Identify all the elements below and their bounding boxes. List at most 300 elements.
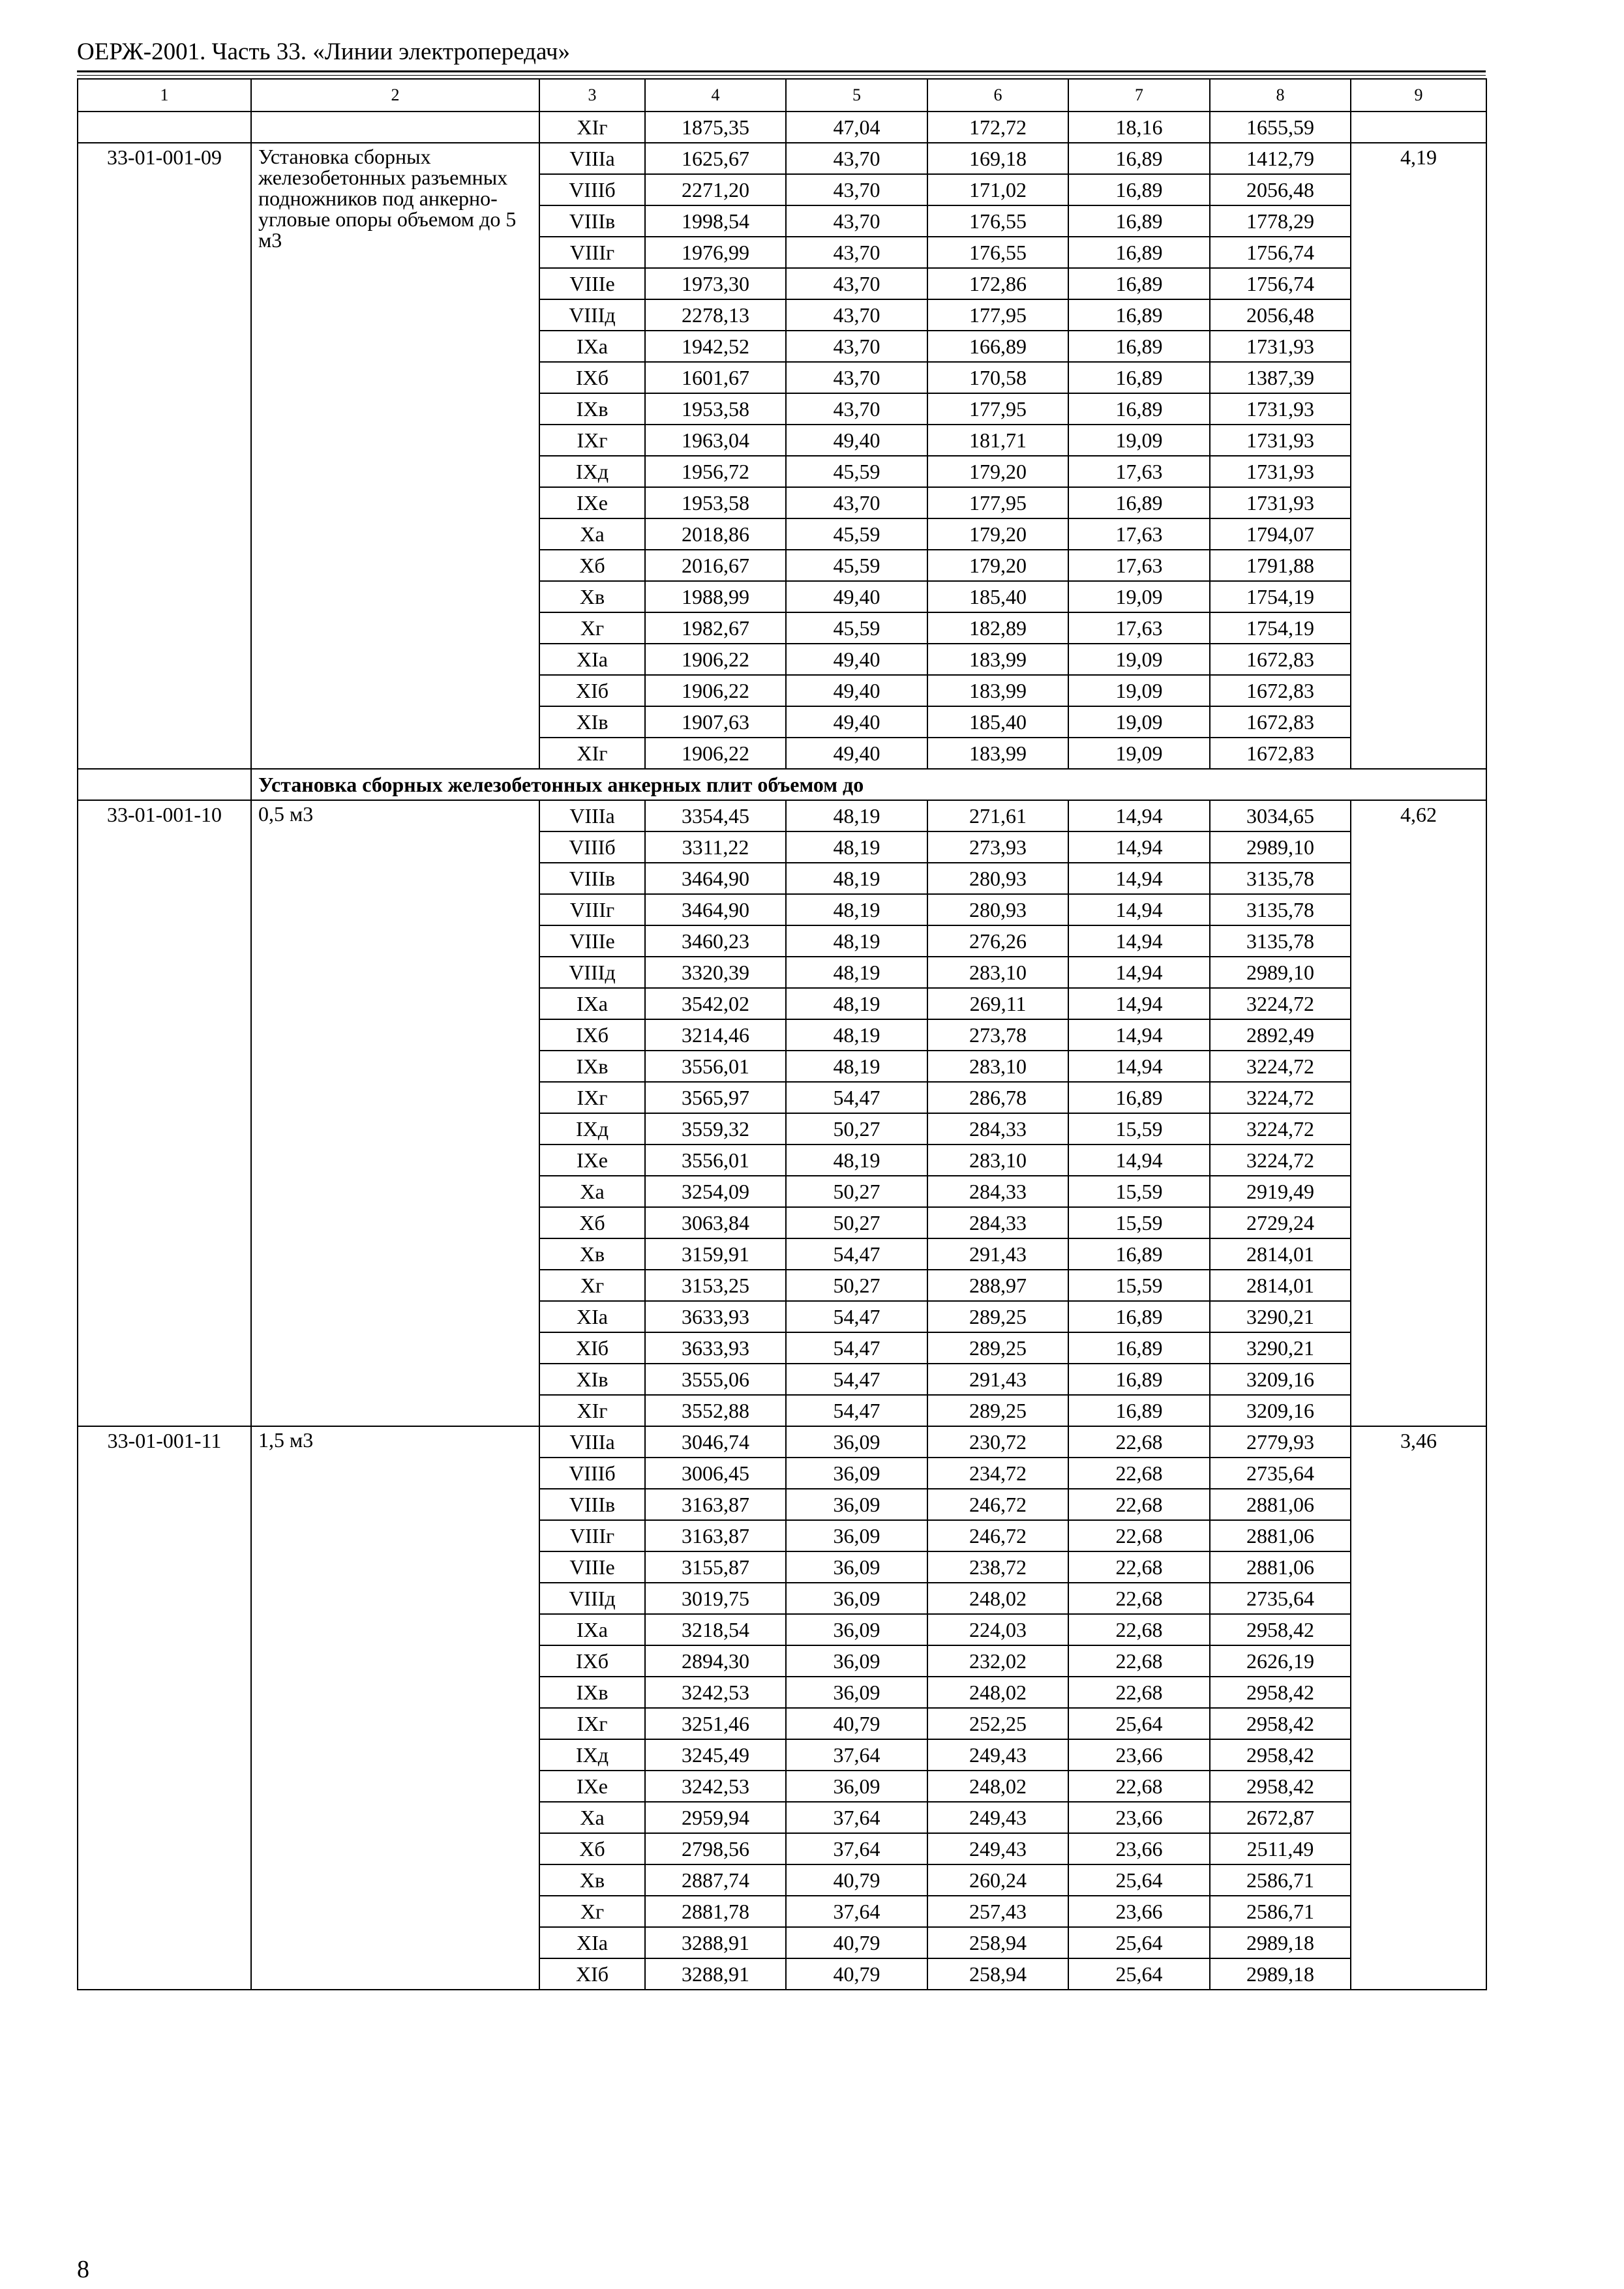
machines-cell: 246,72	[927, 1489, 1068, 1520]
operator-wages-cell: 17,63	[1068, 612, 1210, 644]
materials-cell: 2779,93	[1210, 1426, 1351, 1458]
operator-wages-cell: 17,63	[1068, 550, 1210, 581]
wages-cell: 37,64	[786, 1802, 927, 1833]
direct-cost-cell: 1906,22	[645, 738, 786, 769]
zone-cell: IXa	[539, 1614, 645, 1645]
column-number-7: 7	[1068, 79, 1210, 112]
operator-wages-cell: 25,64	[1068, 1864, 1210, 1896]
machines-cell: 224,03	[927, 1614, 1068, 1645]
materials-cell: 2989,18	[1210, 1958, 1351, 1990]
machines-cell: 260,24	[927, 1864, 1068, 1896]
wages-cell: 37,64	[786, 1739, 927, 1771]
operator-wages-cell: 14,94	[1068, 894, 1210, 925]
machines-cell: 258,94	[927, 1927, 1068, 1958]
materials-cell: 3224,72	[1210, 1051, 1351, 1082]
direct-cost-cell: 3159,91	[645, 1238, 786, 1270]
direct-cost-cell: 3556,01	[645, 1051, 786, 1082]
wages-cell: 36,09	[786, 1771, 927, 1802]
operator-wages-cell: 16,89	[1068, 1332, 1210, 1364]
operator-wages-cell: 22,68	[1068, 1677, 1210, 1708]
direct-cost-cell: 1953,58	[645, 393, 786, 425]
machines-cell: 183,99	[927, 738, 1068, 769]
column-number-4: 4	[645, 79, 786, 112]
operator-wages-cell: 14,94	[1068, 800, 1210, 831]
materials-cell: 2958,42	[1210, 1771, 1351, 1802]
page-number: 8	[77, 2256, 89, 2283]
materials-cell: 3135,78	[1210, 863, 1351, 894]
operator-wages-cell: 23,66	[1068, 1802, 1210, 1833]
operator-wages-cell: 16,89	[1068, 362, 1210, 393]
operator-wages-cell: 14,94	[1068, 863, 1210, 894]
direct-cost-cell: 3218,54	[645, 1614, 786, 1645]
machines-cell: 249,43	[927, 1833, 1068, 1864]
zone-cell: IXб	[539, 1019, 645, 1051]
zone-cell: IXв	[539, 393, 645, 425]
materials-cell: 2735,64	[1210, 1458, 1351, 1489]
wages-cell: 36,09	[786, 1520, 927, 1551]
materials-cell: 3224,72	[1210, 988, 1351, 1019]
materials-cell: 2735,64	[1210, 1583, 1351, 1614]
zone-cell: VIIIб	[539, 831, 645, 863]
direct-cost-cell: 3565,97	[645, 1082, 786, 1113]
materials-cell: 1412,79	[1210, 143, 1351, 174]
direct-cost-cell: 1875,35	[645, 112, 786, 143]
direct-cost-cell: 3214,46	[645, 1019, 786, 1051]
wages-cell: 48,19	[786, 894, 927, 925]
wages-cell: 43,70	[786, 174, 927, 205]
materials-cell: 2881,06	[1210, 1551, 1351, 1583]
materials-cell: 2056,48	[1210, 174, 1351, 205]
materials-cell: 1791,88	[1210, 550, 1351, 581]
wages-cell: 54,47	[786, 1364, 927, 1395]
materials-cell: 2729,24	[1210, 1207, 1351, 1238]
wages-cell: 36,09	[786, 1458, 927, 1489]
operator-wages-cell: 16,89	[1068, 1082, 1210, 1113]
direct-cost-cell: 3633,93	[645, 1332, 786, 1364]
operator-wages-cell: 16,89	[1068, 1364, 1210, 1395]
operator-wages-cell: 16,89	[1068, 143, 1210, 174]
direct-cost-cell: 3464,90	[645, 863, 786, 894]
materials-cell: 1672,83	[1210, 706, 1351, 738]
machines-cell: 238,72	[927, 1551, 1068, 1583]
operator-wages-cell: 15,59	[1068, 1207, 1210, 1238]
direct-cost-cell: 1998,54	[645, 205, 786, 237]
wages-cell: 50,27	[786, 1270, 927, 1301]
machines-cell: 177,95	[927, 487, 1068, 518]
materials-cell: 3135,78	[1210, 894, 1351, 925]
machines-cell: 289,25	[927, 1332, 1068, 1364]
item-description: Установка сборных железобетонных разъемных подножников под анкерно-угловые опоры объемом до 5 м3	[251, 143, 539, 769]
zone-cell: VIIIa	[539, 143, 645, 174]
wages-cell: 54,47	[786, 1238, 927, 1270]
wages-cell: 40,79	[786, 1864, 927, 1896]
materials-cell: 2814,01	[1210, 1270, 1351, 1301]
machines-cell: 252,25	[927, 1708, 1068, 1739]
machines-cell: 172,86	[927, 268, 1068, 299]
column-number-6: 6	[927, 79, 1068, 112]
operator-wages-cell: 18,16	[1068, 112, 1210, 143]
zone-cell: IXд	[539, 1739, 645, 1771]
wages-cell: 50,27	[786, 1113, 927, 1144]
wages-cell: 43,70	[786, 205, 927, 237]
wages-cell: 43,70	[786, 487, 927, 518]
operator-wages-cell: 16,89	[1068, 487, 1210, 518]
zone-cell: VIIIв	[539, 205, 645, 237]
machines-cell: 177,95	[927, 299, 1068, 331]
machines-cell: 276,26	[927, 925, 1068, 957]
header-rule-thin	[77, 75, 1486, 76]
materials-cell: 2814,01	[1210, 1238, 1351, 1270]
direct-cost-cell: 1976,99	[645, 237, 786, 268]
zone-cell: VIIIе	[539, 1551, 645, 1583]
direct-cost-cell: 1942,52	[645, 331, 786, 362]
machines-cell: 232,02	[927, 1645, 1068, 1677]
materials-cell: 2958,42	[1210, 1677, 1351, 1708]
materials-cell: 1731,93	[1210, 487, 1351, 518]
wages-cell: 43,70	[786, 331, 927, 362]
machines-cell: 248,02	[927, 1771, 1068, 1802]
direct-cost-cell: 3019,75	[645, 1583, 786, 1614]
machines-cell: 286,78	[927, 1082, 1068, 1113]
machines-cell: 284,33	[927, 1176, 1068, 1207]
table-row	[78, 143, 1486, 174]
item-coefficient: 4,62	[1351, 800, 1486, 1426]
zone-cell: IXе	[539, 487, 645, 518]
rates-table	[77, 78, 1487, 1990]
zone-cell: Xг	[539, 1270, 645, 1301]
wages-cell: 37,64	[786, 1896, 927, 1927]
materials-cell: 2989,10	[1210, 957, 1351, 988]
zone-cell: Xб	[539, 1833, 645, 1864]
operator-wages-cell: 22,68	[1068, 1426, 1210, 1458]
operator-wages-cell: 17,63	[1068, 518, 1210, 550]
machines-cell: 248,02	[927, 1583, 1068, 1614]
materials-cell: 1731,93	[1210, 456, 1351, 487]
operator-wages-cell: 23,66	[1068, 1739, 1210, 1771]
operator-wages-cell: 22,68	[1068, 1489, 1210, 1520]
direct-cost-cell: 2271,20	[645, 174, 786, 205]
materials-cell: 3209,16	[1210, 1364, 1351, 1395]
operator-wages-cell: 22,68	[1068, 1771, 1210, 1802]
machines-cell: 171,02	[927, 174, 1068, 205]
zone-cell: XIб	[539, 1332, 645, 1364]
zone-cell: IXд	[539, 1113, 645, 1144]
wages-cell: 48,19	[786, 988, 927, 1019]
column-number-9: 9	[1351, 79, 1486, 112]
machines-cell: 179,20	[927, 518, 1068, 550]
materials-cell: 2056,48	[1210, 299, 1351, 331]
operator-wages-cell: 14,94	[1068, 1019, 1210, 1051]
operator-wages-cell: 17,63	[1068, 456, 1210, 487]
zone-cell: XIб	[539, 1958, 645, 1990]
wages-cell: 48,19	[786, 925, 927, 957]
machines-cell: 183,99	[927, 675, 1068, 706]
column-number-3: 3	[539, 79, 645, 112]
direct-cost-cell: 3311,22	[645, 831, 786, 863]
direct-cost-cell: 3155,87	[645, 1551, 786, 1583]
machines-cell: 291,43	[927, 1364, 1068, 1395]
materials-cell: 2626,19	[1210, 1645, 1351, 1677]
wages-cell: 49,40	[786, 706, 927, 738]
wages-cell: 48,19	[786, 957, 927, 988]
wages-cell: 43,70	[786, 143, 927, 174]
direct-cost-cell: 2887,74	[645, 1864, 786, 1896]
wages-cell: 48,19	[786, 1144, 927, 1176]
operator-wages-cell: 16,89	[1068, 237, 1210, 268]
direct-cost-cell: 2959,94	[645, 1802, 786, 1833]
operator-wages-cell: 16,89	[1068, 1301, 1210, 1332]
materials-cell: 2989,18	[1210, 1927, 1351, 1958]
zone-cell: VIIIa	[539, 1426, 645, 1458]
direct-cost-cell: 3460,23	[645, 925, 786, 957]
zone-cell: XIa	[539, 1927, 645, 1958]
wages-cell: 45,59	[786, 550, 927, 581]
zone-cell: VIIIе	[539, 268, 645, 299]
machines-cell: 269,11	[927, 988, 1068, 1019]
materials-cell: 3290,21	[1210, 1332, 1351, 1364]
wages-cell: 48,19	[786, 831, 927, 863]
materials-cell: 2989,10	[1210, 831, 1351, 863]
direct-cost-cell: 3163,87	[645, 1489, 786, 1520]
machines-cell: 283,10	[927, 957, 1068, 988]
wages-cell: 45,59	[786, 612, 927, 644]
zone-cell: IXa	[539, 331, 645, 362]
machines-cell: 289,25	[927, 1395, 1068, 1426]
zone-cell: VIIIв	[539, 1489, 645, 1520]
zone-cell: XIв	[539, 706, 645, 738]
materials-cell: 1756,74	[1210, 237, 1351, 268]
zone-cell: IXб	[539, 1645, 645, 1677]
zone-cell: IXе	[539, 1144, 645, 1176]
zone-cell: Xв	[539, 1864, 645, 1896]
direct-cost-cell: 3254,09	[645, 1176, 786, 1207]
wages-cell: 36,09	[786, 1583, 927, 1614]
table-row	[78, 112, 1486, 143]
direct-cost-cell: 1907,63	[645, 706, 786, 738]
materials-cell: 2672,87	[1210, 1802, 1351, 1833]
machines-cell: 249,43	[927, 1739, 1068, 1771]
wages-cell: 50,27	[786, 1176, 927, 1207]
direct-cost-cell: 2798,56	[645, 1833, 786, 1864]
wages-cell: 36,09	[786, 1489, 927, 1520]
direct-cost-cell: 3251,46	[645, 1708, 786, 1739]
zone-cell: XIг	[539, 1395, 645, 1426]
coefficient-cell	[1351, 112, 1486, 143]
operator-wages-cell: 14,94	[1068, 988, 1210, 1019]
direct-cost-cell: 3242,53	[645, 1771, 786, 1802]
direct-cost-cell: 3556,01	[645, 1144, 786, 1176]
direct-cost-cell: 3559,32	[645, 1113, 786, 1144]
direct-cost-cell: 3288,91	[645, 1927, 786, 1958]
zone-cell: VIIIб	[539, 174, 645, 205]
zone-cell: XIг	[539, 738, 645, 769]
operator-wages-cell: 16,89	[1068, 393, 1210, 425]
zone-cell: Xб	[539, 1207, 645, 1238]
operator-wages-cell: 22,68	[1068, 1458, 1210, 1489]
column-number-2: 2	[251, 79, 539, 112]
materials-cell: 1754,19	[1210, 612, 1351, 644]
item-code: 33-01-001-10	[78, 800, 251, 1426]
zone-cell: VIIIг	[539, 237, 645, 268]
wages-cell: 36,09	[786, 1551, 927, 1583]
wages-cell: 43,70	[786, 299, 927, 331]
wages-cell: 48,19	[786, 863, 927, 894]
machines-cell: 248,02	[927, 1677, 1068, 1708]
wages-cell: 49,40	[786, 425, 927, 456]
materials-cell: 3224,72	[1210, 1113, 1351, 1144]
machines-cell: 169,18	[927, 143, 1068, 174]
direct-cost-cell: 3242,53	[645, 1677, 786, 1708]
operator-wages-cell: 22,68	[1068, 1520, 1210, 1551]
machines-cell: 289,25	[927, 1301, 1068, 1332]
materials-cell: 1794,07	[1210, 518, 1351, 550]
operator-wages-cell: 22,68	[1068, 1645, 1210, 1677]
materials-cell: 2881,06	[1210, 1520, 1351, 1551]
zone-cell: IXг	[539, 425, 645, 456]
operator-wages-cell: 23,66	[1068, 1896, 1210, 1927]
column-number-row	[78, 79, 1486, 112]
operator-wages-cell: 14,94	[1068, 1144, 1210, 1176]
zone-cell: VIIIд	[539, 1583, 645, 1614]
wages-cell: 36,09	[786, 1645, 927, 1677]
table-row	[78, 800, 1486, 831]
operator-wages-cell: 16,89	[1068, 1238, 1210, 1270]
wages-cell: 37,64	[786, 1833, 927, 1864]
machines-cell: 170,58	[927, 362, 1068, 393]
materials-cell: 2892,49	[1210, 1019, 1351, 1051]
operator-wages-cell: 22,68	[1068, 1614, 1210, 1645]
machines-cell: 185,40	[927, 581, 1068, 612]
operator-wages-cell: 16,89	[1068, 174, 1210, 205]
zone-cell: VIIIв	[539, 863, 645, 894]
operator-wages-cell: 25,64	[1068, 1708, 1210, 1739]
wages-cell: 48,19	[786, 1051, 927, 1082]
zone-cell: Xa	[539, 518, 645, 550]
operator-wages-cell: 25,64	[1068, 1927, 1210, 1958]
machines-cell: 172,72	[927, 112, 1068, 143]
wages-cell: 36,09	[786, 1677, 927, 1708]
direct-cost-cell: 3006,45	[645, 1458, 786, 1489]
operator-wages-cell: 22,68	[1068, 1583, 1210, 1614]
machines-cell: 176,55	[927, 237, 1068, 268]
machines-cell: 283,10	[927, 1144, 1068, 1176]
item-code: 33-01-001-11	[78, 1426, 251, 1990]
materials-cell: 2919,49	[1210, 1176, 1351, 1207]
machines-cell: 185,40	[927, 706, 1068, 738]
wages-cell: 54,47	[786, 1332, 927, 1364]
wages-cell: 49,40	[786, 675, 927, 706]
machines-cell: 230,72	[927, 1426, 1068, 1458]
wages-cell: 43,70	[786, 237, 927, 268]
machines-cell: 284,33	[927, 1113, 1068, 1144]
materials-cell: 1756,74	[1210, 268, 1351, 299]
machines-cell: 280,93	[927, 894, 1068, 925]
machines-cell: 284,33	[927, 1207, 1068, 1238]
machines-cell: 273,78	[927, 1019, 1068, 1051]
machines-cell: 179,20	[927, 456, 1068, 487]
item-description: 1,5 м3	[251, 1426, 539, 1990]
wages-cell: 43,70	[786, 268, 927, 299]
direct-cost-cell: 3552,88	[645, 1395, 786, 1426]
operator-wages-cell: 15,59	[1068, 1113, 1210, 1144]
materials-cell: 1731,93	[1210, 331, 1351, 362]
materials-cell: 2958,42	[1210, 1708, 1351, 1739]
machines-cell: 181,71	[927, 425, 1068, 456]
machines-cell: 179,20	[927, 550, 1068, 581]
machines-cell: 177,95	[927, 393, 1068, 425]
zone-cell: Xб	[539, 550, 645, 581]
direct-cost-cell: 3288,91	[645, 1958, 786, 1990]
materials-cell: 3209,16	[1210, 1395, 1351, 1426]
materials-cell: 2511,49	[1210, 1833, 1351, 1864]
materials-cell: 1672,83	[1210, 644, 1351, 675]
wages-cell: 45,59	[786, 456, 927, 487]
operator-wages-cell: 19,09	[1068, 581, 1210, 612]
page-title: ОЕРЖ-2001. Часть 33. «Линии электропередач»	[77, 38, 571, 65]
table-row	[78, 1426, 1486, 1458]
direct-cost-cell: 2278,13	[645, 299, 786, 331]
materials-cell: 2958,42	[1210, 1739, 1351, 1771]
direct-cost-cell: 2881,78	[645, 1896, 786, 1927]
header-rule	[77, 70, 1486, 72]
zone-cell: XIг	[539, 112, 645, 143]
machines-cell: 257,43	[927, 1896, 1068, 1927]
zone-cell: IXг	[539, 1708, 645, 1739]
direct-cost-cell: 2894,30	[645, 1645, 786, 1677]
wages-cell: 43,70	[786, 362, 927, 393]
operator-wages-cell: 14,94	[1068, 831, 1210, 863]
item-coefficient: 4,19	[1351, 143, 1486, 769]
direct-cost-cell: 3354,45	[645, 800, 786, 831]
operator-wages-cell: 19,09	[1068, 425, 1210, 456]
direct-cost-cell: 3063,84	[645, 1207, 786, 1238]
zone-cell: Xг	[539, 1896, 645, 1927]
wages-cell: 36,09	[786, 1614, 927, 1645]
materials-cell: 2586,71	[1210, 1896, 1351, 1927]
materials-cell: 1655,59	[1210, 112, 1351, 143]
zone-cell: VIIIд	[539, 957, 645, 988]
machines-cell: 182,89	[927, 612, 1068, 644]
wages-cell: 49,40	[786, 644, 927, 675]
machines-cell: 249,43	[927, 1802, 1068, 1833]
zone-cell: XIa	[539, 644, 645, 675]
direct-cost-cell: 3320,39	[645, 957, 786, 988]
zone-cell: Xв	[539, 581, 645, 612]
direct-cost-cell: 3555,06	[645, 1364, 786, 1395]
zone-cell: VIIIб	[539, 1458, 645, 1489]
wages-cell: 50,27	[786, 1207, 927, 1238]
column-number-8: 8	[1210, 79, 1351, 112]
item-coefficient: 3,46	[1351, 1426, 1486, 1990]
machines-cell: 183,99	[927, 644, 1068, 675]
operator-wages-cell: 16,89	[1068, 268, 1210, 299]
machines-cell: 246,72	[927, 1520, 1068, 1551]
machines-cell: 273,93	[927, 831, 1068, 863]
description-cell	[251, 112, 539, 143]
materials-cell: 3290,21	[1210, 1301, 1351, 1332]
operator-wages-cell: 16,89	[1068, 1395, 1210, 1426]
zone-cell: VIIIa	[539, 800, 645, 831]
machines-cell: 291,43	[927, 1238, 1068, 1270]
section-heading: Установка сборных железобетонных анкерных плит объемом до	[251, 769, 1486, 800]
zone-cell: IXa	[539, 988, 645, 1019]
zone-cell: Xa	[539, 1176, 645, 1207]
materials-cell: 2586,71	[1210, 1864, 1351, 1896]
machines-cell: 288,97	[927, 1270, 1068, 1301]
operator-wages-cell: 14,94	[1068, 925, 1210, 957]
machines-cell: 234,72	[927, 1458, 1068, 1489]
operator-wages-cell: 14,94	[1068, 957, 1210, 988]
